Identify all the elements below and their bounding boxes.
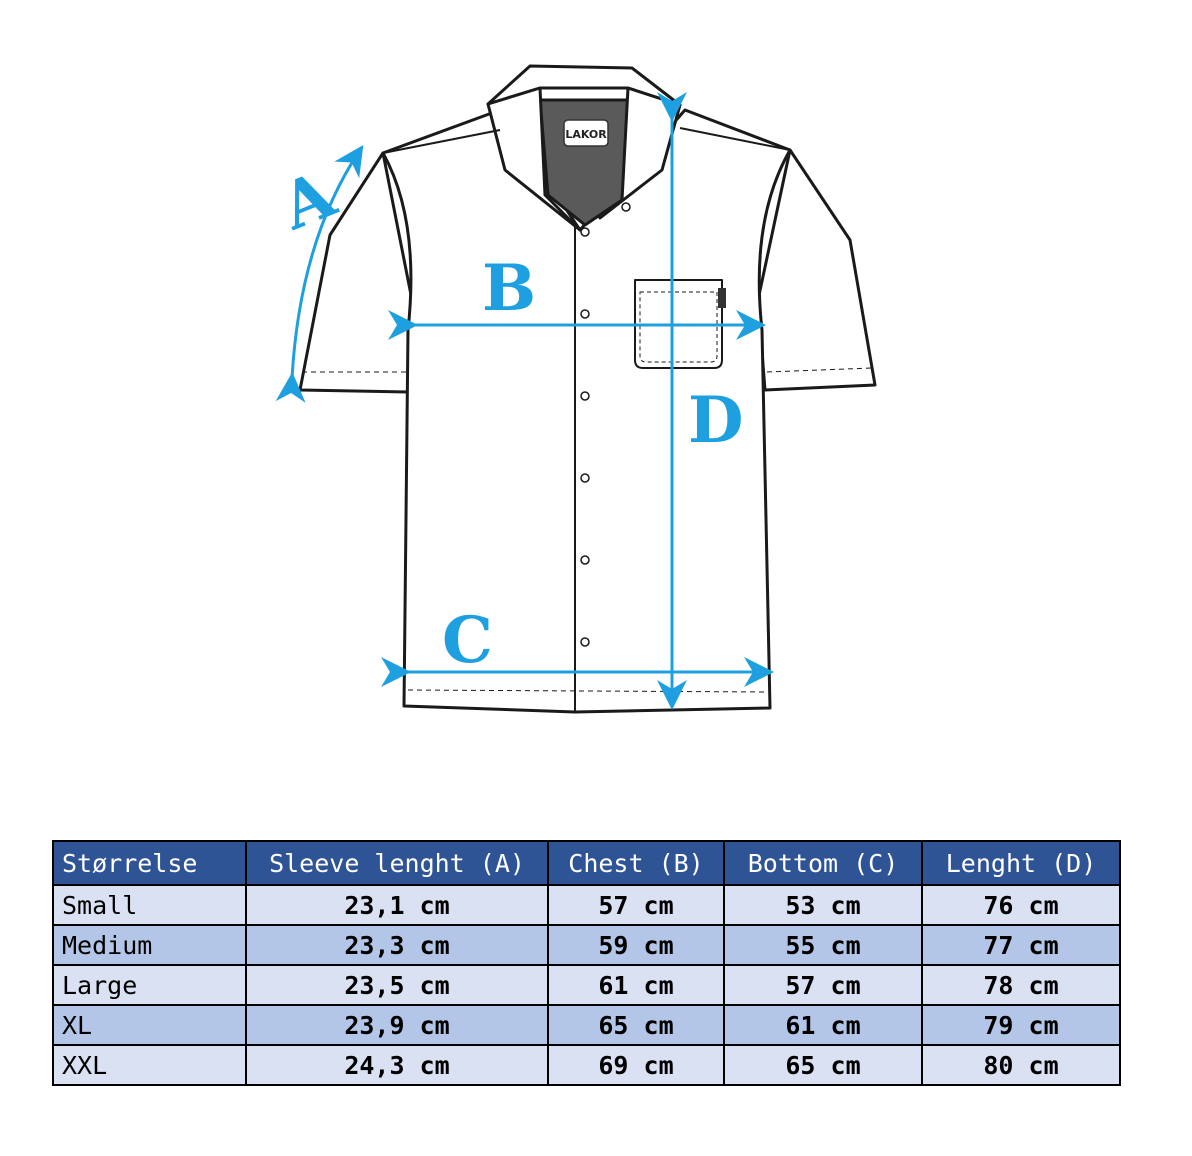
header-length: Lenght (D) [922, 841, 1120, 885]
table-row [53, 925, 1120, 965]
length-cell: 79 cm [922, 1005, 1120, 1045]
button [581, 638, 589, 646]
bottom-cell: 53 cm [724, 885, 922, 925]
chest-cell: 69 cm [548, 1045, 724, 1085]
size-cell: Medium [53, 925, 246, 965]
pocket-tag [718, 288, 726, 308]
button [581, 556, 589, 564]
sleeve-cell: 23,9 cm [246, 1005, 548, 1045]
header-bottom: Bottom (C) [724, 841, 922, 885]
button [581, 474, 589, 482]
size-chart-table [52, 840, 1121, 1086]
sleeve-cell: 24,3 cm [246, 1045, 548, 1085]
chest-cell: 57 cm [548, 885, 724, 925]
size-cell: Small [53, 885, 246, 925]
table-row [53, 885, 1120, 925]
size-cell: XL [53, 1005, 246, 1045]
button [581, 310, 589, 318]
bottom-cell: 65 cm [724, 1045, 922, 1085]
sleeve-cell: 23,3 cm [246, 925, 548, 965]
table-row [53, 1005, 1120, 1045]
size-cell: Large [53, 965, 246, 1005]
length-cell: 77 cm [922, 925, 1120, 965]
bottom-cell: 55 cm [724, 925, 922, 965]
size-cell: XXL [53, 1045, 246, 1085]
length-cell: 78 cm [922, 965, 1120, 1005]
collar-loop [622, 203, 630, 211]
chest-cell: 61 cm [548, 965, 724, 1005]
label-c: C [442, 603, 493, 678]
label-b: B [482, 251, 537, 326]
button [581, 392, 589, 400]
header-size: Størrelse [53, 841, 246, 885]
chest-cell: 59 cm [548, 925, 724, 965]
header-chest: Chest (B) [548, 841, 724, 885]
table-row [53, 1045, 1120, 1085]
label-a: A [271, 157, 346, 246]
shirt-illustration [300, 66, 875, 712]
sleeve-cell: 23,1 cm [246, 885, 548, 925]
table-header-row [53, 841, 1120, 885]
right-sleeve [758, 150, 875, 390]
chest-cell: 65 cm [548, 1005, 724, 1045]
table-row [53, 965, 1120, 1005]
bottom-cell: 57 cm [724, 965, 922, 1005]
button [581, 228, 589, 236]
header-sleeve-length: Sleeve lenght (A) [246, 841, 548, 885]
label-d: D [688, 383, 744, 458]
brand-label [564, 120, 608, 146]
bottom-cell: 61 cm [724, 1005, 922, 1045]
length-cell: 76 cm [922, 885, 1120, 925]
brand-logo-text: LAKOR [565, 128, 607, 141]
sleeve-cell: 23,5 cm [246, 965, 548, 1005]
length-cell: 80 cm [922, 1045, 1120, 1085]
